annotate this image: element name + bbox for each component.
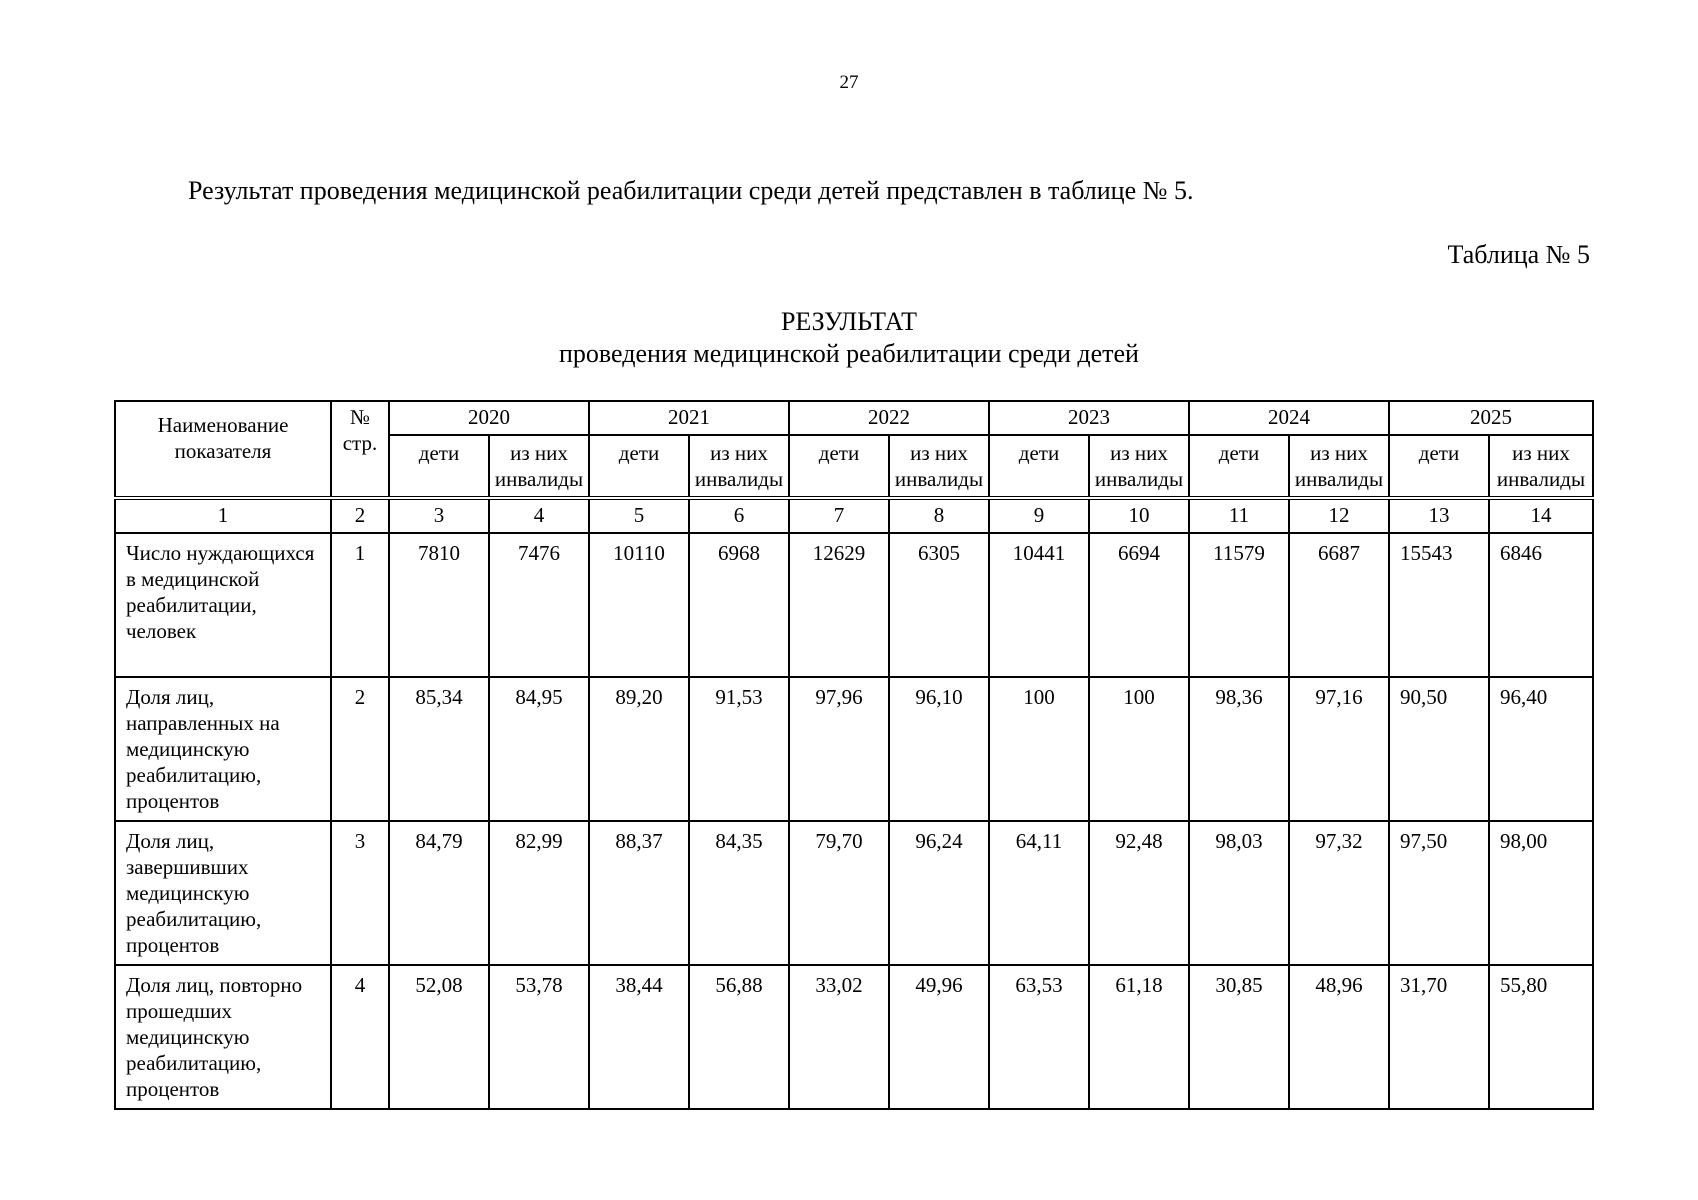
table-cell: 92,48: [1089, 821, 1189, 965]
table-cell: 6846: [1489, 533, 1593, 677]
table-row: [115, 965, 1593, 1109]
table-cell: 10441: [989, 533, 1089, 677]
header-year: 2024: [1189, 401, 1389, 435]
row-number: 4: [331, 965, 389, 1109]
table-cell: 100: [989, 677, 1089, 821]
table-label: Таблица № 5: [1447, 240, 1590, 269]
header-children: дети: [389, 435, 489, 498]
column-number: 13: [1389, 498, 1489, 533]
header-disabled: из них инвалиды: [489, 435, 589, 498]
table-cell: 84,35: [689, 821, 789, 965]
table-cell: 98,03: [1189, 821, 1289, 965]
table-cell: 30,85: [1189, 965, 1289, 1109]
table-title-line1: РЕЗУЛЬТАТ: [780, 307, 918, 336]
table-title: [0, 306, 1698, 370]
table-cell: 91,53: [689, 677, 789, 821]
header-children: дети: [989, 435, 1089, 498]
column-number-row: [115, 498, 1593, 533]
table-cell: 7810: [389, 533, 489, 677]
table-cell: 12629: [789, 533, 889, 677]
table-cell: 97,32: [1289, 821, 1389, 965]
table-cell: 96,40: [1489, 677, 1593, 821]
intro-paragraph: Результат проведения медицинской реабилитации среди детей представлен в таблице № 5.: [188, 176, 1194, 205]
table-cell: 90,50: [1389, 677, 1489, 821]
table-title-line2: проведения медицинской реабилитации среди детей: [559, 339, 1139, 368]
column-number: 3: [389, 498, 489, 533]
table-cell: 64,11: [989, 821, 1089, 965]
header-children: дети: [1189, 435, 1289, 498]
table-cell: 97,96: [789, 677, 889, 821]
table-cell: 96,24: [889, 821, 989, 965]
table-cell: 11579: [1189, 533, 1289, 677]
table-cell: 89,20: [589, 677, 689, 821]
header-year: 2022: [789, 401, 989, 435]
header-children: дети: [1389, 435, 1489, 498]
column-number: 14: [1489, 498, 1593, 533]
column-number: 1: [115, 498, 331, 533]
table-cell: 10110: [589, 533, 689, 677]
header-children: дети: [789, 435, 889, 498]
table-cell: 15543: [1389, 533, 1489, 677]
table-cell: 38,44: [589, 965, 689, 1109]
indicator-name: Доля лиц, повторно прошедших медицинскую реабилитацию, процентов: [115, 965, 331, 1109]
table-cell: 49,96: [889, 965, 989, 1109]
table-cell: 84,95: [489, 677, 589, 821]
table-cell: 96,10: [889, 677, 989, 821]
column-number: 8: [889, 498, 989, 533]
table-cell: 88,37: [589, 821, 689, 965]
header-disabled: из них инвалиды: [689, 435, 789, 498]
table-cell: 79,70: [789, 821, 889, 965]
table-cell: 98,00: [1489, 821, 1593, 965]
header-year: 2025: [1389, 401, 1593, 435]
table-cell: 61,18: [1089, 965, 1189, 1109]
table-cell: 52,08: [389, 965, 489, 1109]
header-row-number: № стр.: [331, 401, 389, 498]
indicator-name: Доля лиц, направленных на медицинскую реабилитацию, процентов: [115, 677, 331, 821]
table-cell: 85,34: [389, 677, 489, 821]
table-cell: 97,16: [1289, 677, 1389, 821]
table-cell: 6687: [1289, 533, 1389, 677]
header-disabled: из них инвалиды: [1289, 435, 1389, 498]
table-cell: 84,79: [389, 821, 489, 965]
table-row: [115, 533, 1593, 677]
column-number: 4: [489, 498, 589, 533]
header-disabled: из них инвалиды: [1489, 435, 1593, 498]
row-number: 1: [331, 533, 389, 677]
table-row: [115, 821, 1593, 965]
table-cell: 48,96: [1289, 965, 1389, 1109]
column-number: 10: [1089, 498, 1189, 533]
table-cell: 82,99: [489, 821, 589, 965]
header-year: 2021: [589, 401, 789, 435]
column-number: 9: [989, 498, 1089, 533]
table-cell: 56,88: [689, 965, 789, 1109]
header-year-row: [115, 401, 1593, 435]
table-cell: 100: [1089, 677, 1189, 821]
column-number: 5: [589, 498, 689, 533]
table-cell: 6968: [689, 533, 789, 677]
column-number: 12: [1289, 498, 1389, 533]
page-number: 27: [839, 72, 859, 93]
table-cell: 31,70: [1389, 965, 1489, 1109]
header-indicator-name: Наименование показателя: [115, 401, 331, 498]
header-year: 2023: [989, 401, 1189, 435]
indicator-name: Число нуждающихся в медицинской реабилитации, человек: [115, 533, 331, 677]
row-number: 3: [331, 821, 389, 965]
indicator-name: Доля лиц, завершивших медицинскую реабилитацию, процентов: [115, 821, 331, 965]
header-disabled: из них инвалиды: [889, 435, 989, 498]
table-row: [115, 677, 1593, 821]
column-number: 11: [1189, 498, 1289, 533]
table-cell: 6305: [889, 533, 989, 677]
column-number: 2: [331, 498, 389, 533]
header-disabled: из них инвалиды: [1089, 435, 1189, 498]
table-cell: 6694: [1089, 533, 1189, 677]
table-cell: 63,53: [989, 965, 1089, 1109]
results-table: [114, 400, 1594, 1110]
table-cell: 33,02: [789, 965, 889, 1109]
table-cell: 55,80: [1489, 965, 1593, 1109]
column-number: 6: [689, 498, 789, 533]
column-number: 7: [789, 498, 889, 533]
table-cell: 98,36: [1189, 677, 1289, 821]
row-number: 2: [331, 677, 389, 821]
table-cell: 97,50: [1389, 821, 1489, 965]
header-children: дети: [589, 435, 689, 498]
table-cell: 53,78: [489, 965, 589, 1109]
header-year: 2020: [389, 401, 589, 435]
table-cell: 7476: [489, 533, 589, 677]
